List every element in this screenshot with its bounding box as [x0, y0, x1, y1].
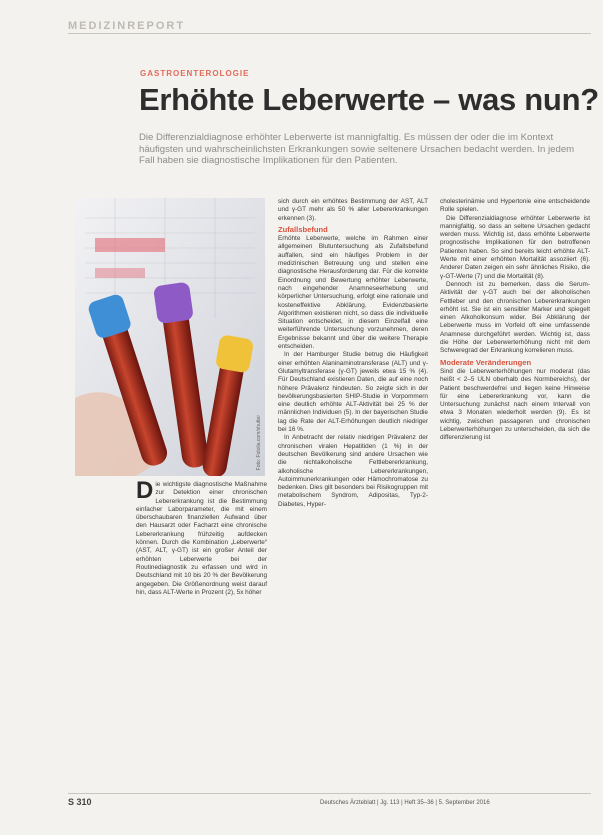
- article-lead: Die Differenzialdiagnose erhöhter Leberwerte ist mannigfaltig. Es müssen der oder die im Kontext häufigsten und wahrscheinlichsten Erkrankungen sowie seltenere Ursachen bedacht werden. In jedem Fall haben sie diagnostische Implikationen für den Patienten.: [139, 132, 575, 167]
- column-3-paragraph: cholesterinämie und Hypertonie eine entscheidende Rolle spielen.: [440, 198, 590, 214]
- column-3-paragraph: Dennoch ist zu bemerken, dass die Serum-Aktivität der γ-GT auch bei der alkoholischen Fettleber und den chronischen Lebererkrankungen erhöht ist. Sie ist ein sensibler Marker und spiegelt einen Alkoholkonsum wider. Bei Abklärung der Leberwerte muss im Vorfeld oft eine umfassende Anamnese durchgeführt werden. Wichtig ist, dass die Höhe der Leberwerterhöhung nicht mit dem Schweregrad der Erkrankung korrelieren muss.: [440, 280, 590, 355]
- column-3: [440, 198, 590, 443]
- header-rule: [68, 33, 591, 34]
- column-2-paragraph: Erhöhte Leberwerte, welche im Rahmen einer allgemeinen Blutuntersuchung als Zufallsbefund auffallen, sind ein häufiges Problem in der medizinischen Betreuung ung und stellen eine diagnostische Herausforderung dar. Für die korrekte Einordnung und Bewertung erhöhter Leberwerte, nach eingehender Anamneseerhebung und körperlicher Untersuchung, erfolgt eine rationale und kosteneffektive Abklärung. Evidenzbasierte Algorithmen existieren nicht, so dass die individuelle Situation entscheidet, in diesem Einzelfall eine weiterführende Untersuchung vorzunehmen, deren Ergebnisse bekannt und über die weitere Therapie entscheiden.: [278, 235, 428, 351]
- header-bar: [0, 0, 603, 50]
- photo-illustration: [75, 198, 265, 476]
- column-1: [136, 477, 267, 597]
- subhead-zufallsbefund: Zufallsbefund: [278, 224, 328, 234]
- article-title: Erhöhte Leberwerte – was nun?: [139, 82, 599, 117]
- column-3-paragraph: Sind die Leberwerterhöhungen nur moderat (das heißt < 2–5 ULN oberhalb des Normbereichs), der Patient beschwerdefrei und liegen keine Hinweise für eine Lebererkrankung vor, kann die Untersuchung zunächst nach einem Intervall von etwa 3 Monaten wiederholt werden (9). Es ist wichtig, zwischen passageren und chronischen Leberwerterhöhungen zu unterscheiden, da sich die differenzierung ist: [440, 367, 590, 442]
- photo-credit: Foto: Fotolia.com/shutter: [256, 414, 262, 470]
- journal-citation: Deutsches Ärzteblatt | Jg. 113 | Heft 35–36 | 5. September 2016: [320, 800, 490, 806]
- column-1-text: ie wichtigste diagnostische Maßnahme zur Detektion einer chronischen Lebererkrankung ist die Bestimmung einfacher Laborparameter, die mit einem überschaubaren finanziellen Aufwand über den Hausarzt oder Facharzt eine chronische Lebererkrankung frühzeitig aufdecken können. Durch die Kombination „Leberwerte“ (AST, ALT, γ-GT) ist ein großer Anteil der erhöhten Leberwerte bei der Routinediagnostik zu erfassen und wird in Deutschland mit 10 bis 20 % der Bevölkerung angegeben. Die Größenordnung weist darauf hin, dass ALT-Werte in Prozent (2), 5x höher: [136, 481, 267, 596]
- drop-cap: D: [136, 477, 154, 504]
- column-2-paragraph: In der Hamburger Studie betrug die Häufigkeit einer erhöhten Alaninaminotransferase (ALT) und γ-Glutamyltransferase (γ-GT) jeweils etwa 15 % (4). Für Deutschland existieren Daten, die auf eine noch höhere Prävalenz hindeuten. So zeigte sich in der bevölkerungsbasierten SHIP-Studie in Vorpommern eine deutlich erhöhte ALT-Aktivität bei 25 % der männlichen Individuen (5). In der bayerischen Studie lag die Rate der ALT-Erhöhungen deutlich niedriger bei 16 %.: [278, 351, 428, 434]
- subhead-moderate-veraenderungen: Moderate Veränderungen: [440, 357, 532, 367]
- page-number: S 310: [68, 797, 92, 807]
- article-category: GASTROENTEROLOGIE: [140, 69, 250, 78]
- column-2-intro: sich durch ein erhöhtes Bestimmung der AST, ALT und γ-GT mehr als 50 % aller Lebererkrankungen erkennen (3).: [278, 198, 428, 222]
- footer-rule: [68, 793, 591, 794]
- column-2-paragraph: In Anbetracht der relativ niedrigen Prävalenz der chronischen viralen Hepatitiden (1 %) in der deutschen Bevölkerung sind andere Ursachen wie die nichtalkoholische Fettlebererkrankung, alkoholische Lebererkrankungen, Autoimmunerkrankungen oder Hämochromatose zu bedenken. Dies gilt besonders bei Risikogruppen mit metabolischem Syndrom, Adipositas, Typ-2-Diabetes, Hyper-: [278, 434, 428, 508]
- column-2: [278, 198, 428, 509]
- column-3-paragraph: Die Differenzialdiagnose erhöhter Leberwerte ist mannigfaltig, so dass an seltene Ursachen gedacht werden muss. Wichtig ist, dass erhöhte Leberwerte prognostische Implikationen für den betroffenen Patienten haben. So sind bereits leicht erhöhte ALT-Werte mit einer erhöhten Mortalität assoziiert (6). Anderer Daten zeigen ein sehr ähnliches Risiko, die γ-GT-Werte (7) und die Mortalität (8).: [440, 214, 590, 280]
- blood-tubes-photo: [75, 198, 265, 476]
- section-label: MEDIZINREPORT: [68, 20, 186, 32]
